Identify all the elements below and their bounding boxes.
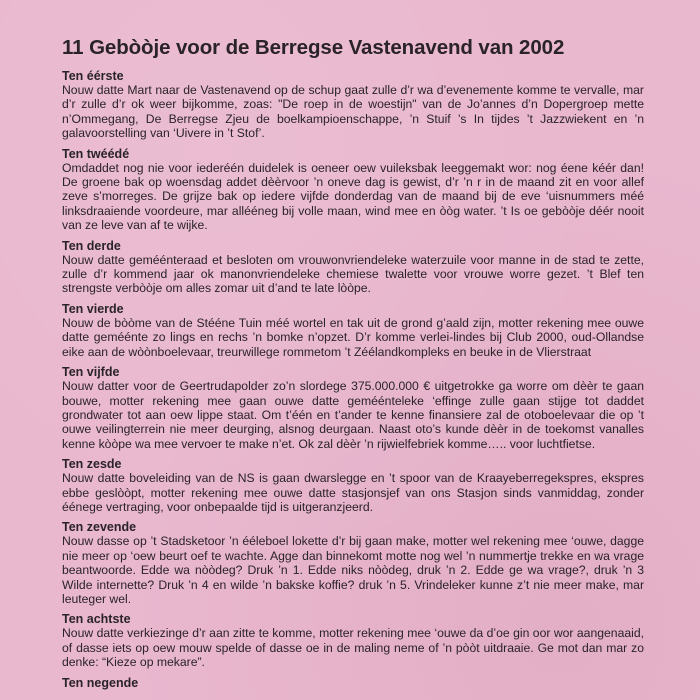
section-heading: Ten vierde	[62, 301, 124, 316]
section-heading: Ten zesde	[62, 457, 122, 472]
section-text: Nouw datte verkiezinge d’r aan zitte te komme, motter rekening mee ‘ouwe da d’oe gin oor wor aangenaaid, of dasse iets op oew mouw spelde of dasse oe in de maling neme of ’n pòòt uitdraaie. Ge mot dan mar zo denke: “Kieze op mekare”.	[62, 626, 644, 670]
section-text: Nouw datte geméénteraad et besloten om vrouwonvriendeleke waterzuile voor manne in de stad te zette, zulle d’r kommend jaar ok manonvriendeleke chemiese twalette voor vrouwe worre gezet. ’t Blef ten strengste verbòòje om alles zomar uit d’and te late lòòpe.	[62, 252, 644, 296]
section-text: Nouw dasse op ’t Stadsketoor ’n ééleboel lokette d’r bij gaan make, motter wel rekening mee ‘ouwe, dagge nie meer op ‘oew beurt oef te wachte. Agge dan binnekomt motte nog wel ’n nummertje trekke en wa vrage beantwoorde. Edde wa nòòdeg? Druk ’n 1. Edde niks nòòdeg, druk ’n 2. Edde ge wa vrage?, druk ’n 3 Wilde internette? Druk ’n 4 en wilde ’n bakske koffie? druk ’n 5. Vrindeleker kunne z’t nie meer make, mar leuteger wel.	[62, 534, 644, 606]
section-7	[62, 520, 644, 606]
section-text: Nouw datte Mart naar de Vastenavend op de schup gaat zulle d’r wa d’evenemente komme te vervalle, mar d’r zulle d’r ok weer bijkomme, zoas: "De roep in de woestijn" van de Jo’annes d’n Dopergroep mette n’Ommegang, De Berregse Zjeu de boelkampioenschappe, ’n Stuif ’s In tijdes ’t Jazzwiekent en ’n galavoorstelling van ‘Uivere in ’t Stof’.	[62, 83, 644, 141]
section-text: Omdaddet nog nie voor iederéén duidelek is oeneer oew vuileksbak leeggemakt wor: nog éene kéér dan! De groene bak op woensdag addet dèèrvoor ’n oneve dag is gewist, d’r ’n r in de maand zit en voor allef zeve s’morreges. De grijze bak op iedere vijfde donderdag van de maand bij de eve ‘uisnummers méé linksdraaiende voordeure, mar allééneg bij volle maan, wind mee en òòg water. ’t Is oe gebòòje déér nooit van ze leve van af te wijke.	[62, 160, 644, 233]
section-heading: Ten derde	[62, 238, 121, 253]
section-2	[62, 147, 644, 233]
section-heading: Ten zevende	[62, 520, 137, 535]
section-text: Nouw datte boveleiding van de NS is gaan dwarslegge en ’t spoor van de Kraayeberregekspres, ekspres ebbe geslòòpt, motter rekening mee ouwe datte stasjonsjef van ons Stasjon sinds vanmiddag, zonder éénege vertraging, voor onbepaalde tijd is uitgeranzjeerd.	[62, 471, 644, 514]
section-5	[62, 365, 644, 451]
section-3	[62, 239, 644, 296]
section-1	[62, 69, 644, 141]
section-text: Nouw de bòòme van de Stééne Tuin méé wortel en tak uit de grond g’aald zijn, motter rekening mee ouwe datte geméénte zo lings en rechs ’n bomke n’opzet. D’r komme verlei-lindes bij Club 2000, oud-Ollandse eike aan de wòònboelevaar, treurwillege rommetom ’t Zéélandkompleks en beuke in de Vlierstraat	[62, 315, 644, 359]
section-6	[62, 457, 644, 514]
section-9	[62, 676, 644, 692]
document	[62, 36, 644, 698]
section-heading: Ten negende	[62, 675, 139, 690]
page-title: 11 Gebòòje voor de Berregse Vastenavend van 2002	[62, 36, 565, 59]
section-4	[62, 302, 644, 359]
section-8	[62, 612, 644, 669]
section-heading: Ten vijfde	[62, 365, 120, 380]
section-heading: Ten éérste	[62, 69, 124, 83]
section-heading: Ten twéédé	[62, 146, 130, 161]
section-heading: Ten achtste	[62, 612, 131, 627]
section-text: Nouw datter voor de Geertrudapolder zo’n slordege 375.000.000 € uitgetrokke ga worre om dèèr te gaan bouwe, motter rekening mee gaan ouwe datte geméénteleke ‘effinge zulle gaan stijge tot daddet grondwater tot aan oew lippe staat. Om t’één en t’ander te kenne finansiere zal de otoboelevaar die op ’t ouwe veilingterrein nie meer deurging, alsnog deurgaan. Naast oto’s kunde dèèr in de toekomst vanalles kenne kòòpe wa mee vervoer te make n’et. Ok zal dèèr ’n rijwielfebriek komme….. voor luchtfietse.	[62, 379, 644, 451]
